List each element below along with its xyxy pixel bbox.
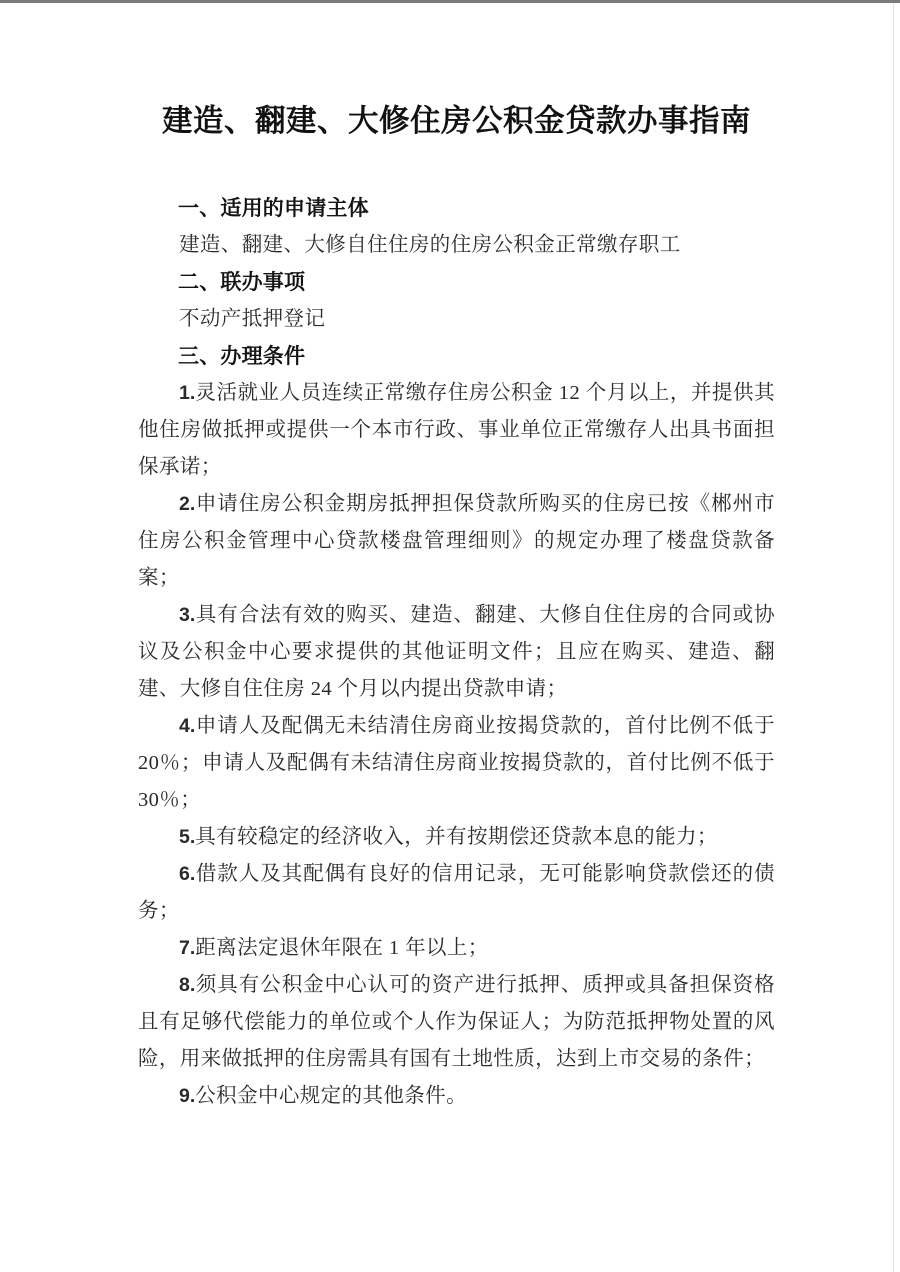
condition-number: 4. — [179, 715, 196, 737]
section-heading-applicants: 一、适用的申请主体 — [178, 197, 369, 220]
condition-text: 距离法定退休年限在 1 年以上； — [195, 937, 489, 959]
page-top-border — [0, 0, 900, 3]
section-heading-joint-items: 二、联办事项 — [178, 271, 306, 294]
condition-item — [138, 486, 775, 597]
section-paragraph-applicants: 建造、翻建、大修自住住房的住房公积金正常缴存职工 — [179, 234, 681, 256]
condition-number: 8. — [179, 974, 196, 996]
condition-text: 须具有公积金中心认可的资产进行抵押、质押或具备担保资格且有足够代偿能力的单位或个人作为保证人；为防范抵押物处置的风险，用来做抵押的住房需具有国有土地性质，达到上市交易的条件； — [138, 974, 775, 1070]
condition-text: 公积金中心规定的其他条件。 — [195, 1085, 467, 1107]
section-heading-conditions: 三、办理条件 — [178, 345, 306, 368]
condition-text: 具有较稳定的经济收入，并有按期偿还贷款本息的能力； — [195, 826, 718, 848]
condition-text: 灵活就业人员连续正常缴存住房公积金 12 个月以上，并提供其他住房做抵押或提供一个本市行政、事业单位正常缴存人出具书面担保承诺； — [138, 382, 775, 478]
condition-item — [138, 967, 775, 1078]
condition-number: 6. — [179, 863, 196, 885]
condition-number: 3. — [179, 604, 196, 626]
condition-item — [138, 597, 775, 708]
condition-number: 5. — [179, 826, 196, 848]
condition-number: 7. — [179, 937, 196, 959]
condition-number: 2. — [179, 493, 196, 515]
page-title: 建造、翻建、大修住房公积金贷款办事指南 — [162, 104, 751, 138]
condition-item — [138, 819, 775, 856]
condition-number: 1. — [179, 382, 196, 404]
condition-item — [138, 856, 775, 930]
condition-item — [138, 708, 775, 819]
condition-text: 借款人及其配偶有良好的信用记录，无可能影响贷款偿还的债务； — [138, 863, 775, 922]
condition-item — [138, 1078, 775, 1115]
condition-text: 申请人及配偶无未结清住房商业按揭贷款的，首付比例不低于 20％；申请人及配偶有未结清住房商业按揭贷款的，首付比例不低于 30％； — [138, 715, 775, 811]
condition-item — [138, 375, 775, 486]
condition-number: 9. — [179, 1085, 196, 1107]
document-body — [138, 190, 775, 1115]
page-right-border — [893, 3, 894, 1272]
condition-item — [138, 930, 775, 967]
condition-text: 具有合法有效的购买、建造、翻建、大修自住住房的合同或协议及公积金中心要求提供的其他证明文件；且应在购买、建造、翻建、大修自住住房 24 个月以内提出贷款申请； — [138, 604, 775, 700]
section-paragraph-joint-items: 不动产抵押登记 — [179, 308, 326, 330]
condition-text: 申请住房公积金期房抵押担保贷款所购买的住房已按《郴州市住房公积金管理中心贷款楼盘管理细则》的规定办理了楼盘贷款备案； — [138, 493, 775, 589]
